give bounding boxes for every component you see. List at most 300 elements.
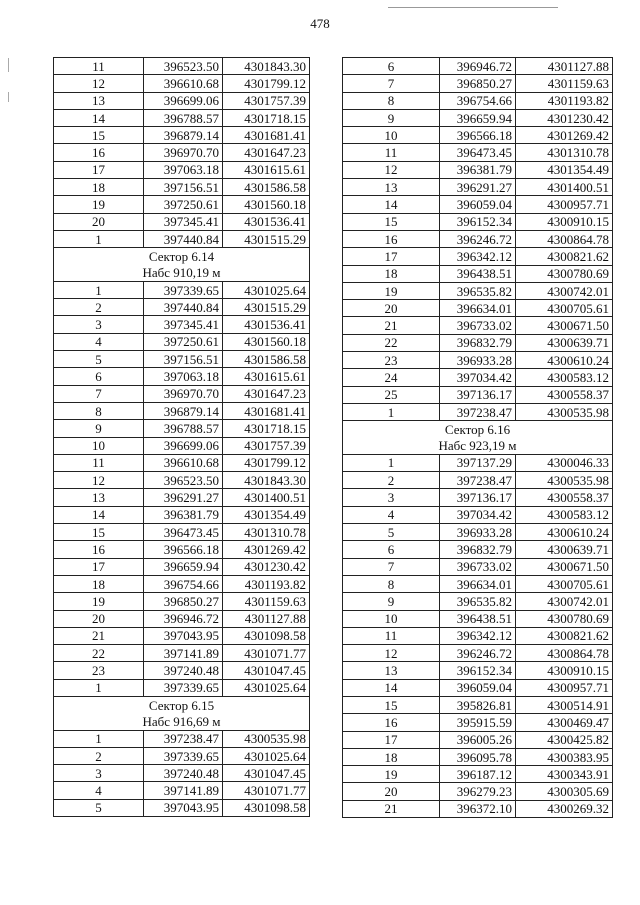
- table-row: [54, 454, 310, 471]
- y-coordinate: 4301354.49: [223, 506, 310, 523]
- table-row: [54, 58, 310, 75]
- table-row: [343, 575, 613, 592]
- y-coordinate: 4301025.64: [223, 747, 310, 764]
- y-coordinate: 4300671.50: [516, 317, 613, 334]
- point-number: 17: [54, 161, 144, 178]
- sector-elevation-row: [54, 713, 310, 730]
- y-coordinate: 4301025.64: [223, 281, 310, 298]
- y-coordinate: 4300535.98: [223, 730, 310, 747]
- x-coordinate: 396473.45: [144, 524, 223, 541]
- x-coordinate: 396059.04: [440, 679, 516, 696]
- scan-margin-mark: [8, 58, 9, 72]
- table-row: [343, 161, 613, 178]
- point-number: 12: [343, 645, 440, 662]
- x-coordinate: 396733.02: [440, 558, 516, 575]
- x-coordinate: 396279.23: [440, 783, 516, 800]
- table-row: [343, 766, 613, 783]
- x-coordinate: 397034.42: [440, 369, 516, 386]
- y-coordinate: 4301536.41: [223, 213, 310, 230]
- right-table-body: [343, 58, 613, 818]
- sector-title: Сектор 6.15: [54, 696, 310, 713]
- point-number: 21: [343, 800, 440, 817]
- x-coordinate: 396659.94: [144, 558, 223, 575]
- x-coordinate: 396535.82: [440, 593, 516, 610]
- y-coordinate: 4301400.51: [223, 489, 310, 506]
- x-coordinate: 396634.01: [440, 300, 516, 317]
- x-coordinate: 396832.79: [440, 334, 516, 351]
- table-row: [54, 765, 310, 782]
- table-row: [54, 799, 310, 816]
- y-coordinate: 4301757.39: [223, 437, 310, 454]
- point-number: 16: [54, 541, 144, 558]
- x-coordinate: 396381.79: [440, 161, 516, 178]
- x-coordinate: 397339.65: [144, 747, 223, 764]
- x-coordinate: 397136.17: [440, 386, 516, 403]
- table-row: [54, 161, 310, 178]
- point-number: 5: [343, 524, 440, 541]
- x-coordinate: 397141.89: [144, 782, 223, 799]
- point-number: 11: [343, 144, 440, 161]
- y-coordinate: 4301230.42: [223, 558, 310, 575]
- y-coordinate: 4301071.77: [223, 645, 310, 662]
- y-coordinate: 4301681.41: [223, 402, 310, 419]
- point-number: 23: [54, 662, 144, 679]
- y-coordinate: 4300558.37: [516, 386, 613, 403]
- point-number: 9: [54, 420, 144, 437]
- sector-elevation-row: [343, 438, 613, 455]
- table-row: [343, 679, 613, 696]
- table-row: [343, 593, 613, 610]
- point-number: 25: [343, 386, 440, 403]
- y-coordinate: 4301047.45: [223, 765, 310, 782]
- table-row: [343, 92, 613, 109]
- point-number: 18: [54, 575, 144, 592]
- x-coordinate: 396005.26: [440, 731, 516, 748]
- x-coordinate: 397240.48: [144, 765, 223, 782]
- x-coordinate: 397156.51: [144, 351, 223, 368]
- x-coordinate: 396523.50: [144, 58, 223, 75]
- table-row: [54, 281, 310, 298]
- y-coordinate: 4301647.23: [223, 385, 310, 402]
- point-number: 13: [54, 489, 144, 506]
- y-coordinate: 4301718.15: [223, 420, 310, 437]
- table-row: [54, 679, 310, 696]
- point-number: 12: [343, 161, 440, 178]
- table-row: [343, 317, 613, 334]
- y-coordinate: 4300343.91: [516, 766, 613, 783]
- point-number: 7: [343, 558, 440, 575]
- point-number: 19: [54, 593, 144, 610]
- x-coordinate: 396634.01: [440, 575, 516, 592]
- table-row: [54, 368, 310, 385]
- point-number: 20: [54, 213, 144, 230]
- table-row: [343, 75, 613, 92]
- table-row: [54, 196, 310, 213]
- y-coordinate: 4300957.71: [516, 196, 613, 213]
- point-number: 13: [54, 92, 144, 109]
- x-coordinate: 396535.82: [440, 282, 516, 299]
- table-row: [343, 541, 613, 558]
- y-coordinate: 4301193.82: [516, 92, 613, 109]
- x-coordinate: 396659.94: [440, 109, 516, 126]
- y-coordinate: 4300558.37: [516, 489, 613, 506]
- point-number: 6: [54, 368, 144, 385]
- sector-title: Сектор 6.16: [343, 421, 613, 438]
- point-number: 11: [343, 627, 440, 644]
- table-row: [54, 662, 310, 679]
- point-number: 14: [54, 109, 144, 126]
- y-coordinate: 4301025.64: [223, 679, 310, 696]
- y-coordinate: 4301127.88: [516, 58, 613, 75]
- point-number: 1: [54, 679, 144, 696]
- x-coordinate: 397043.95: [144, 627, 223, 644]
- point-number: 19: [343, 282, 440, 299]
- x-coordinate: 396699.06: [144, 92, 223, 109]
- scan-margin-mark: [8, 92, 9, 102]
- y-coordinate: 4300046.33: [516, 454, 613, 471]
- x-coordinate: 396879.14: [144, 127, 223, 144]
- x-coordinate: 396946.72: [144, 610, 223, 627]
- point-number: 15: [343, 696, 440, 713]
- y-coordinate: 4300821.62: [516, 248, 613, 265]
- table-row: [54, 437, 310, 454]
- x-coordinate: 396933.28: [440, 352, 516, 369]
- point-number: 24: [343, 369, 440, 386]
- table-row: [54, 299, 310, 316]
- table-row: [54, 541, 310, 558]
- point-number: 20: [54, 610, 144, 627]
- y-coordinate: 4301269.42: [223, 541, 310, 558]
- table-row: [343, 645, 613, 662]
- y-coordinate: 4300610.24: [516, 524, 613, 541]
- table-row: [343, 282, 613, 299]
- y-coordinate: 4301127.88: [223, 610, 310, 627]
- sector-elevation: Набс 923,19 м: [343, 438, 613, 455]
- table-row: [54, 420, 310, 437]
- point-number: 9: [343, 593, 440, 610]
- point-number: 4: [54, 333, 144, 350]
- table-row: [343, 144, 613, 161]
- point-number: 1: [54, 281, 144, 298]
- table-row: [54, 351, 310, 368]
- x-coordinate: 396850.27: [440, 75, 516, 92]
- point-number: 17: [343, 731, 440, 748]
- point-number: 6: [343, 58, 440, 75]
- table-row: [343, 558, 613, 575]
- x-coordinate: 396381.79: [144, 506, 223, 523]
- y-coordinate: 4301799.12: [223, 75, 310, 92]
- y-coordinate: 4301586.58: [223, 179, 310, 196]
- point-number: 16: [343, 714, 440, 731]
- x-coordinate: 396291.27: [144, 489, 223, 506]
- point-number: 16: [343, 230, 440, 247]
- y-coordinate: 4301354.49: [516, 161, 613, 178]
- x-coordinate: 397063.18: [144, 368, 223, 385]
- x-coordinate: 396342.12: [440, 627, 516, 644]
- x-coordinate: 396970.70: [144, 144, 223, 161]
- table-row: [343, 714, 613, 731]
- point-number: 20: [343, 783, 440, 800]
- table-row: [54, 127, 310, 144]
- x-coordinate: 396246.72: [440, 230, 516, 247]
- point-number: 10: [54, 437, 144, 454]
- table-row: [54, 316, 310, 333]
- y-coordinate: 4300514.91: [516, 696, 613, 713]
- y-coordinate: 4301159.63: [223, 593, 310, 610]
- point-number: 12: [54, 472, 144, 489]
- x-coordinate: 396754.66: [440, 92, 516, 109]
- y-coordinate: 4301515.29: [223, 299, 310, 316]
- table-row: [343, 800, 613, 817]
- x-coordinate: 397440.84: [144, 299, 223, 316]
- x-coordinate: 396946.72: [440, 58, 516, 75]
- table-row: [343, 748, 613, 765]
- x-coordinate: 397345.41: [144, 316, 223, 333]
- y-coordinate: 4301560.18: [223, 196, 310, 213]
- x-coordinate: 397238.47: [440, 403, 516, 420]
- x-coordinate: 397339.65: [144, 679, 223, 696]
- y-coordinate: 4301799.12: [223, 454, 310, 471]
- x-coordinate: 397063.18: [144, 161, 223, 178]
- point-number: 15: [343, 213, 440, 230]
- y-coordinate: 4300583.12: [516, 506, 613, 523]
- sector-elevation: Набс 916,69 м: [54, 713, 310, 730]
- point-number: 13: [343, 662, 440, 679]
- table-row: [343, 472, 613, 489]
- x-coordinate: 396933.28: [440, 524, 516, 541]
- point-number: 23: [343, 352, 440, 369]
- x-coordinate: 396372.10: [440, 800, 516, 817]
- point-number: 2: [343, 472, 440, 489]
- table-row: [54, 213, 310, 230]
- x-coordinate: 396095.78: [440, 748, 516, 765]
- table-row: [54, 575, 310, 592]
- point-number: 10: [343, 127, 440, 144]
- y-coordinate: 4301269.42: [516, 127, 613, 144]
- left-table-body: [54, 58, 310, 817]
- x-coordinate: 396733.02: [440, 317, 516, 334]
- table-row: [343, 196, 613, 213]
- point-number: 5: [54, 351, 144, 368]
- y-coordinate: 4301757.39: [223, 92, 310, 109]
- y-coordinate: 4301843.30: [223, 58, 310, 75]
- sector-elevation-row: [54, 265, 310, 282]
- y-coordinate: 4301159.63: [516, 75, 613, 92]
- point-number: 13: [343, 179, 440, 196]
- y-coordinate: 4300671.50: [516, 558, 613, 575]
- point-number: 7: [54, 385, 144, 402]
- x-coordinate: 396291.27: [440, 179, 516, 196]
- point-number: 8: [343, 92, 440, 109]
- point-number: 10: [343, 610, 440, 627]
- y-coordinate: 4300639.71: [516, 334, 613, 351]
- y-coordinate: 4300639.71: [516, 541, 613, 558]
- point-number: 5: [54, 799, 144, 816]
- point-number: 4: [54, 782, 144, 799]
- point-number: 11: [54, 58, 144, 75]
- table-row: [54, 747, 310, 764]
- point-number: 22: [343, 334, 440, 351]
- y-coordinate: 4301681.41: [223, 127, 310, 144]
- table-row: [343, 506, 613, 523]
- y-coordinate: 4300864.78: [516, 230, 613, 247]
- point-number: 20: [343, 300, 440, 317]
- point-number: 11: [54, 454, 144, 471]
- y-coordinate: 4301515.29: [223, 230, 310, 247]
- point-number: 3: [54, 765, 144, 782]
- x-coordinate: 396059.04: [440, 196, 516, 213]
- table-row: [343, 783, 613, 800]
- table-row: [54, 179, 310, 196]
- x-coordinate: 396438.51: [440, 610, 516, 627]
- point-number: 18: [343, 265, 440, 282]
- x-coordinate: 396473.45: [440, 144, 516, 161]
- y-coordinate: 4300583.12: [516, 369, 613, 386]
- table-row: [54, 610, 310, 627]
- table-row: [343, 127, 613, 144]
- table-row: [54, 782, 310, 799]
- table-row: [343, 179, 613, 196]
- point-number: 19: [54, 196, 144, 213]
- table-row: [343, 386, 613, 403]
- y-coordinate: 4300780.69: [516, 610, 613, 627]
- table-row: [54, 230, 310, 247]
- point-number: 4: [343, 506, 440, 523]
- x-coordinate: 396832.79: [440, 541, 516, 558]
- point-number: 3: [54, 316, 144, 333]
- y-coordinate: 4300821.62: [516, 627, 613, 644]
- x-coordinate: 397034.42: [440, 506, 516, 523]
- x-coordinate: 396523.50: [144, 472, 223, 489]
- sector-header-row: [343, 421, 613, 438]
- x-coordinate: 397136.17: [440, 489, 516, 506]
- x-coordinate: 395826.81: [440, 696, 516, 713]
- table-row: [343, 610, 613, 627]
- x-coordinate: 396879.14: [144, 402, 223, 419]
- table-row: [54, 402, 310, 419]
- table-row: [343, 109, 613, 126]
- y-coordinate: 4301230.42: [516, 109, 613, 126]
- point-number: 12: [54, 75, 144, 92]
- table-row: [343, 334, 613, 351]
- y-coordinate: 4300957.71: [516, 679, 613, 696]
- x-coordinate: 396152.34: [440, 662, 516, 679]
- x-coordinate: 397240.48: [144, 662, 223, 679]
- table-row: [54, 333, 310, 350]
- y-coordinate: 4300425.82: [516, 731, 613, 748]
- y-coordinate: 4300535.98: [516, 403, 613, 420]
- x-coordinate: 397137.29: [440, 454, 516, 471]
- point-number: 1: [54, 730, 144, 747]
- point-number: 15: [54, 127, 144, 144]
- point-number: 18: [343, 748, 440, 765]
- x-coordinate: 397156.51: [144, 179, 223, 196]
- table-row: [343, 524, 613, 541]
- table-row: [54, 730, 310, 747]
- right-coordinate-table: [342, 57, 613, 818]
- y-coordinate: 4300742.01: [516, 282, 613, 299]
- sector-title: Сектор 6.14: [54, 248, 310, 265]
- table-row: [343, 731, 613, 748]
- x-coordinate: 397440.84: [144, 230, 223, 247]
- table-row: [54, 144, 310, 161]
- y-coordinate: 4301586.58: [223, 351, 310, 368]
- table-row: [343, 696, 613, 713]
- point-number: 8: [54, 402, 144, 419]
- x-coordinate: 396788.57: [144, 420, 223, 437]
- table-row: [343, 627, 613, 644]
- table-row: [343, 58, 613, 75]
- point-number: 14: [343, 196, 440, 213]
- table-row: [343, 369, 613, 386]
- point-number: 9: [343, 109, 440, 126]
- x-coordinate: 396187.12: [440, 766, 516, 783]
- y-coordinate: 4300469.47: [516, 714, 613, 731]
- table-row: [343, 213, 613, 230]
- point-number: 2: [54, 299, 144, 316]
- table-row: [54, 558, 310, 575]
- y-coordinate: 4300780.69: [516, 265, 613, 282]
- y-coordinate: 4300269.32: [516, 800, 613, 817]
- page-number: 478: [310, 16, 330, 31]
- point-number: 17: [343, 248, 440, 265]
- x-coordinate: 396566.18: [440, 127, 516, 144]
- point-number: 8: [343, 575, 440, 592]
- table-row: [54, 472, 310, 489]
- y-coordinate: 4301047.45: [223, 662, 310, 679]
- x-coordinate: 397141.89: [144, 645, 223, 662]
- x-coordinate: 396246.72: [440, 645, 516, 662]
- y-coordinate: 4300910.15: [516, 662, 613, 679]
- y-coordinate: 4300742.01: [516, 593, 613, 610]
- y-coordinate: 4300535.98: [516, 472, 613, 489]
- point-number: 16: [54, 144, 144, 161]
- point-number: 1: [343, 403, 440, 420]
- x-coordinate: 397250.61: [144, 196, 223, 213]
- x-coordinate: 397238.47: [440, 472, 516, 489]
- y-coordinate: 4301615.61: [223, 368, 310, 385]
- point-number: 19: [343, 766, 440, 783]
- x-coordinate: 396566.18: [144, 541, 223, 558]
- y-coordinate: 4301560.18: [223, 333, 310, 350]
- point-number: 6: [343, 541, 440, 558]
- y-coordinate: 4301071.77: [223, 782, 310, 799]
- table-row: [54, 524, 310, 541]
- table-row: [343, 454, 613, 471]
- point-number: 3: [343, 489, 440, 506]
- y-coordinate: 4301718.15: [223, 109, 310, 126]
- point-number: 18: [54, 179, 144, 196]
- y-coordinate: 4300383.95: [516, 748, 613, 765]
- y-coordinate: 4301310.78: [516, 144, 613, 161]
- x-coordinate: 396699.06: [144, 437, 223, 454]
- point-number: 21: [54, 627, 144, 644]
- table-row: [343, 248, 613, 265]
- y-coordinate: 4300864.78: [516, 645, 613, 662]
- y-coordinate: 4301193.82: [223, 575, 310, 592]
- table-row: [343, 265, 613, 282]
- point-number: 17: [54, 558, 144, 575]
- y-coordinate: 4301843.30: [223, 472, 310, 489]
- point-number: 14: [54, 506, 144, 523]
- y-coordinate: 4300610.24: [516, 352, 613, 369]
- y-coordinate: 4301098.58: [223, 799, 310, 816]
- sector-header-row: [54, 696, 310, 713]
- x-coordinate: 396610.68: [144, 454, 223, 471]
- table-row: [54, 489, 310, 506]
- table-row: [54, 627, 310, 644]
- x-coordinate: 397250.61: [144, 333, 223, 350]
